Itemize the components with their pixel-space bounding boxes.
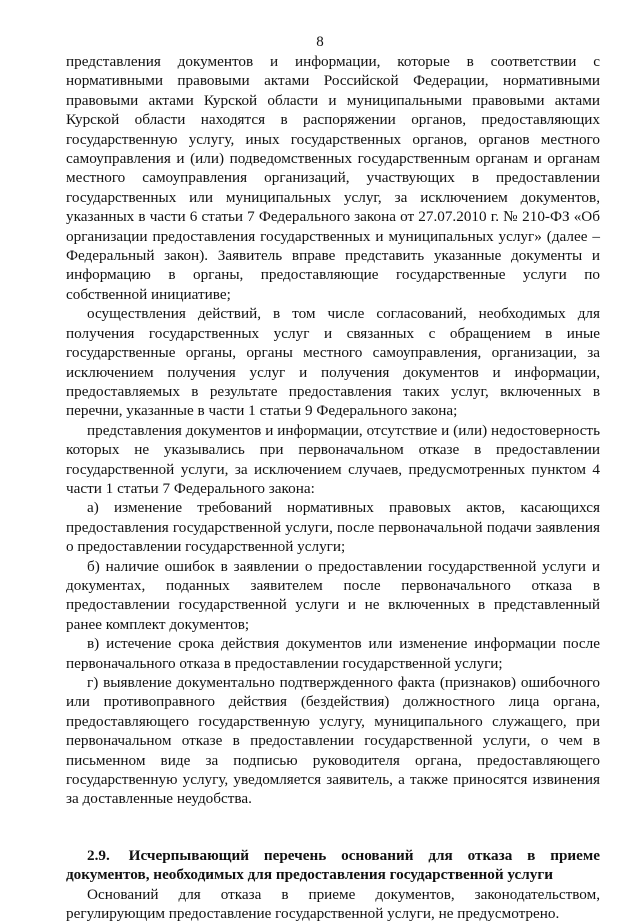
document-body <box>66 52 600 923</box>
list-item-g: г) выявление документально подтвержденного факта (признаков) ошибочного или противоправного действия (бездействия) должностного лица органа, предоставляющего государственную услугу, муниципального служащего, при первоначальном отказе в предоставлении государственной услуги, о чем в письменном виде за подписью руководителя органа, предоставляющего государственную услугу, уведомляется заявитель, а также приносятся извинения за доставленные неудобства. <box>66 674 600 808</box>
section-number: 2.9. <box>87 846 110 864</box>
paragraph-actions-approvals: осуществления действий, в том числе согласований, необходимых для получения государственных услуг и связанных с обращением в иные государственные органы, органы местного самоуправления, организации, за исключением получения услуг и получения документов и информации, предоставляемых в результате предоставления таких услуг, включенных в перечни, указанные в части 1 статьи 9 Федерального закона; <box>66 305 600 420</box>
section-title: Исчерпывающий перечень оснований для отказа в приеме документов, необходимых для предоставления государственной услуги <box>66 846 600 884</box>
list-item-a: а) изменение требований нормативных правовых актов, касающихся предоставления государственной услуги, после первоначальной подачи заявления о предоставлении государственной услуги; <box>66 499 600 556</box>
section-heading <box>66 846 600 885</box>
list-item-b: б) наличие ошибок в заявлении о предоставлении государственной услуги и документах, поданных заявителем после первоначального отказа в предоставлении государственной услуги и не включенных в представленный ранее комплект документов; <box>66 557 600 633</box>
list-item-v: в) истечение срока действия документов или изменение информации после первоначального отказа в предоставлении государственной услуги; <box>66 635 600 672</box>
section-body: Оснований для отказа в приеме документов, законодательством, регулирующим предоставление государственной услуги, не предусмотрено. <box>66 885 600 923</box>
page-number: 8 <box>316 34 324 50</box>
paragraph-documents-information: представления документов и информации, которые в соответствии с нормативными правовыми актами Российской Федерации, нормативными правовыми актами Курской области и муниципальными правовыми актами Курской области находятся в распоряжении органов, предоставляющих государственную услугу, иных государственных органов, органов местного самоуправления и (или) подведомственных государственным органам и органам местного самоуправления организаций, участвующих в предоставлении государственных или муниципальных услуг, за исключением документов, указанных в части 6 статьи 7 Федерального закона от 27.07.2010 г. № 210-ФЗ «Об организации предоставления государственных и муниципальных услуг» (далее – Федеральный закон). Заявитель вправе представить указанные документы и информацию в органы, предоставляющие государственные услуги по собственной инициативе; <box>66 53 600 303</box>
paragraph-missing-documents: представления документов и информации, отсутствие и (или) недостоверность которых не указывались при первоначальном отказе в предоставлении государственной услуги, за исключением случаев, предусмотренных пунктом 4 части 1 статьи 7 Федерального закона: <box>66 421 600 497</box>
